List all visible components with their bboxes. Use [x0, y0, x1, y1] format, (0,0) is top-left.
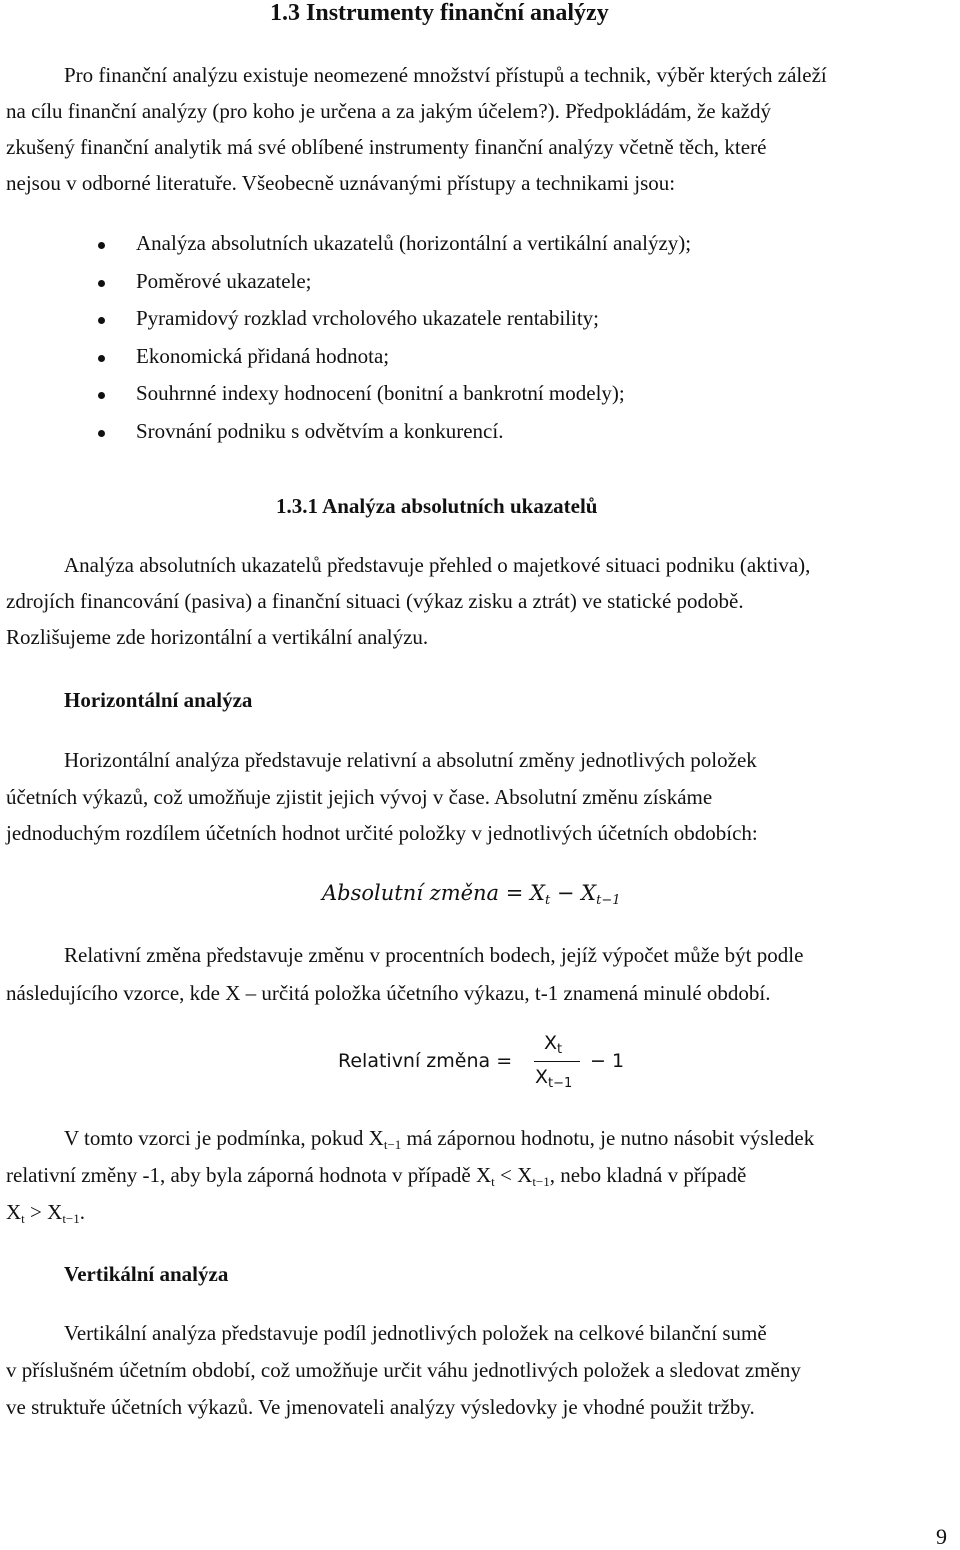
formula-abs-sub-t: t	[544, 893, 551, 908]
relative-line-2: následujícího vzorce, kde X – určitá položka účetního výkazu, t-1 znamená minulé období.	[6, 981, 771, 1005]
subsection-line-2: zdrojích financování (pasiva) a finanční situaci (výkaz zisku a ztrát) ve statické podobě.	[6, 589, 744, 613]
formula-abs-label: Absolutní změna = X	[322, 881, 545, 905]
vertical-line-1: Vertikální analýza představuje podíl jednotlivých položek na celkové bilanční sumě	[64, 1321, 767, 1345]
list-item-text: Poměrové ukazatele;	[136, 268, 312, 293]
subsection-line-1: Analýza absolutních ukazatelů představuje přehled o majetkové situaci podniku (aktiva),	[64, 553, 811, 577]
page-number: 9	[936, 1524, 947, 1549]
intro-line-1: Pro finanční analýzu existuje neomezené množství přístupů a technik, výběr kterých záleží	[64, 63, 827, 87]
horizontal-line-3: jednoduchým rozdílem účetních hodnot určité položky v jednotlivých účetních obdobích:	[6, 821, 758, 845]
bullet-icon	[98, 430, 105, 437]
bullet-icon	[98, 242, 105, 249]
condition-line-3: $X_t > X_{t-1}$.	[6, 1200, 86, 1226]
subsection-line-3: Rozlišujeme zde horizontální a vertikální analýzu.	[6, 625, 429, 649]
vertical-line-2: v příslušném účetním období, což umožňuje určit váhu jednotlivých položek a sledovat změny	[6, 1358, 801, 1382]
fraction-bar	[534, 1061, 580, 1062]
formula-rel-numerator: $X_t$	[544, 1032, 563, 1057]
list-item-text: Ekonomická přidaná hodnota;	[136, 343, 390, 368]
bullet-icon	[98, 392, 105, 399]
bullet-icon	[98, 317, 105, 324]
intro-line-3: zkušený finanční analytik má své oblíbené instrumenty finanční analýzy včetně těch, které	[6, 135, 767, 159]
condition-line-2: relativní změny -1, aby byla záporná hodnota v případě $X_t < X_{t-1}$, nebo kladná v případě	[6, 1163, 747, 1189]
formula-abs-minus: − X	[550, 881, 597, 905]
horizontal-heading: Horizontální analýza	[64, 688, 253, 712]
list-item-text: Pyramidový rozklad vrcholového ukazatele rentability;	[136, 306, 600, 331]
formula-rel-denominator: $X_{t-1}$	[535, 1066, 573, 1091]
horizontal-line-1: Horizontální analýza představuje relativní a absolutní změny jednotlivých položek	[64, 748, 757, 772]
formula-rel-tail: − 1	[590, 1050, 625, 1072]
list-item-text: Souhrnné indexy hodnocení (bonitní a bankrotní modely);	[136, 381, 625, 406]
intro-line-4: nejsou v odborné literatuře. Všeobecně uznávanými přístupy a technikami jsou:	[6, 171, 676, 195]
subsection-heading: 1.3.1 Analýza absolutních ukazatelů	[276, 494, 598, 518]
intro-line-2: na cílu finanční analýzy (pro koho je určena a za jakým účelem?). Předpokládám, že každý	[6, 99, 771, 123]
formula-rel-label: Relativní změna =	[338, 1050, 513, 1072]
vertical-line-3: ve struktuře účetních výkazů. Ve jmenovateli analýzy výsledovky je vhodné použit tržby.	[6, 1395, 755, 1419]
bullet-icon	[98, 355, 105, 362]
formula-abs-sub-t1: t−1	[596, 893, 621, 908]
list-item-text: Srovnání podniku s odvětvím a konkurencí.	[136, 418, 504, 443]
vertical-heading: Vertikální analýza	[64, 1262, 229, 1286]
list-item-text: Analýza absolutních ukazatelů (horizontální a vertikální analýzy);	[136, 231, 692, 255]
horizontal-line-2: účetních výkazů, což umožňuje zjistit jejich vývoj v čase. Absolutní změnu získáme	[6, 785, 713, 809]
section-heading: 1.3 Instrumenty finanční analýzy	[270, 0, 609, 26]
condition-line-1: V tomto vzorci je podmínka, pokud $X_{t-1}$ má zápornou hodnotu, je nutno násobit výsledek	[64, 1126, 815, 1152]
bullet-icon	[98, 280, 105, 287]
formula-absolute	[322, 881, 621, 908]
relative-line-1: Relativní změna představuje změnu v procentních bodech, jejíž výpočet může být podle	[64, 943, 804, 967]
